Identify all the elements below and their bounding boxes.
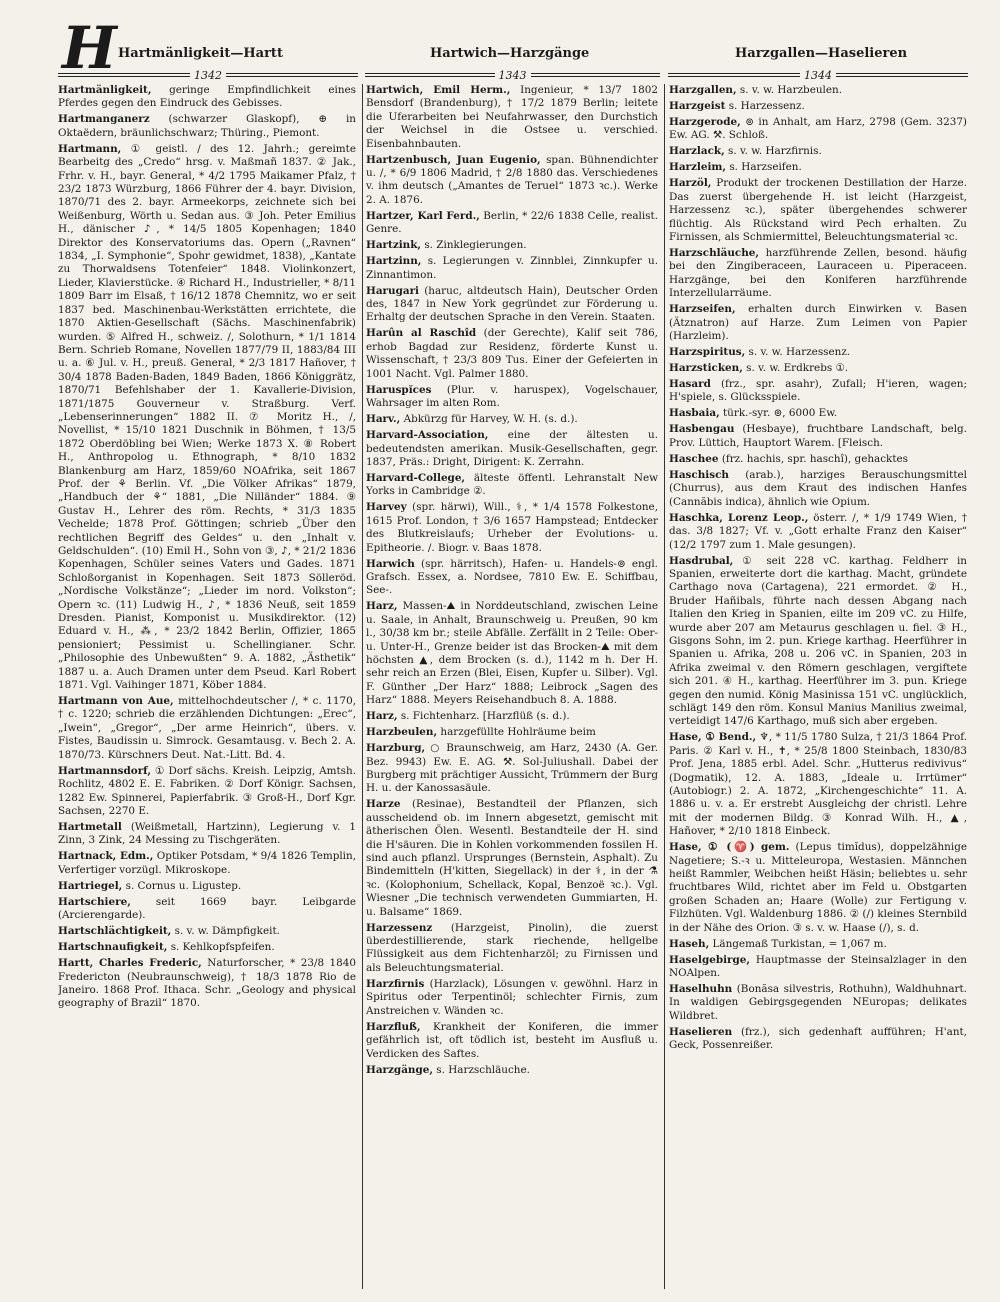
entry-body: (frz. hachis, spr. haschî), gehacktes — [718, 452, 909, 465]
dictionary-entry — [669, 423, 967, 450]
dictionary-entry — [366, 742, 658, 796]
column-divider — [664, 84, 665, 1289]
entry-headword: Hartschiere, — [58, 895, 131, 908]
dictionary-entry — [669, 938, 967, 951]
entry-headword: Harwich — [366, 557, 415, 570]
entry-headword: Harugari — [366, 284, 419, 297]
dictionary-entry — [366, 255, 658, 282]
entry-body: (Weißmetall, Hartzinn), Legierung v. 1 Zinn, 3 Zink, 24 Messing zu Tischgeräten. — [58, 820, 356, 847]
entry-headword: Harzbeulen, — [366, 726, 438, 739]
entry-headword: Hartnack, Edm., — [58, 850, 154, 863]
entry-headword: Hartmannsdorf, — [58, 764, 152, 777]
column-2-header: Hartwich—Harzgänge — [430, 46, 590, 61]
entry-body: ① Dorf sächs. Kreish. Leipzig, Amtsh. Rochlitz, 4802 E. E. Fabriken. ② Dorf Königr. Sachsen, 1282 Ew. Spinnerei, Papierfabrik. ③ Groß-H., Dorf Kgr. Sachsen, 2270 E. — [58, 764, 356, 817]
entry-body: (Resinae), Bestandteil der Pflanzen, sich ausscheidend ob. im Innern abgesetzt, gemischt mit ätherischen Ölen. Wesentl. Bestandteile der H. sind die H'säuren. Die in Kohlen vorkommenden fossilen H. sind auch pflanzl. Ursprunges (Bernstein, Asphalt). Zu Bindemitteln (H'kitten, Siegellack) in der ⚕, in der ⚗ ꝛc. (Kolophonium, Schellack, Kopal, Benzoë ꝛc.). Vgl. Wiesner „Die technisch verwendeten Gummiarten, H. u. Balsame“ 1869. — [366, 798, 658, 918]
column-1-page-number: 1342 — [194, 68, 222, 82]
entry-body: (spr. härritsch), Hafen- u. Handels-⊚ engl. Grafsch. Essex, a. Nordsee, 7810 Ew. E. Schiffbau, See-. — [366, 557, 658, 597]
entry-headword: Harvey — [366, 501, 407, 514]
entry-body: (arab.), harziges Berauschungsmittel (Churrus), aus dem Kraut des indischen Hanfes (Cannăbis indica), ähnlich wie Opium. — [669, 468, 967, 508]
entry-headword: Harzsticken, — [669, 362, 743, 375]
entry-headword: Harzleim, — [669, 161, 727, 174]
entry-headword: Harzgänge, — [366, 1063, 433, 1076]
entry-body: ○ Braunschweig, am Harz, 2430 (A. Ger. Bez. 9943) Ew. E. AG. ⚒. Sol-Juliushall. Dabei der Burgberg mit prächtiger Aussicht, Trümmern der Burg H. u. der Kanossasäule. — [366, 742, 658, 795]
dictionary-entry — [669, 954, 967, 981]
dictionary-entry — [669, 362, 967, 375]
entry-headword: Hasard — [669, 378, 711, 391]
entry-body: s. v. w. Harzessenz. — [745, 346, 851, 359]
dictionary-entry — [366, 978, 658, 1018]
dictionary-entry — [669, 303, 967, 343]
entry-headword: Haselhuhn — [669, 983, 733, 996]
entry-headword: Hasbengau — [669, 423, 735, 436]
dictionary-entry — [669, 469, 967, 509]
column-1 — [58, 84, 356, 1289]
entry-body: Naturforscher, * 23/8 1840 Fredericton (Neubraunschweig), † 18/3 1878 Rio de Janeiro. 1868 Prof. Ithaca. Schr. „Geology and physical geography of Brazil“ 1870. — [58, 957, 356, 1010]
entry-headword: Haschka, Lorenz Leop., — [669, 511, 809, 524]
entry-headword: Hase, ① Bend., — [669, 731, 757, 744]
dictionary-entry — [366, 1064, 658, 1077]
entry-body: ⊚ in Anhalt, am Harz, 2798 (Gem. 3237) Ew. AG. ⚒. Schloß. — [669, 116, 967, 142]
dictionary-entry — [669, 346, 967, 359]
entry-body: Abkürzg für Harvey, W. H. (s. d.). — [400, 413, 578, 426]
entry-body: geringe Empfindlichkeit eines Pferdes gegen den Eindruck des Gebisses. — [58, 84, 356, 110]
dictionary-entry — [58, 941, 356, 954]
entry-body: (der Gerechte), Kalif seit 786, erhob Bagdad zur Residenz, förderte Kunst u. Wissenschaft, † 23/3 809 Tus. Einer der Gefeierten in 1001 Nacht. Vgl. Palmer 1880. — [366, 327, 658, 380]
dictionary-entry — [58, 765, 356, 819]
dictionary-entry — [58, 957, 356, 1011]
column-3-page-number-row — [668, 69, 968, 81]
rule-left — [668, 73, 800, 77]
entry-body: s. Fichtenharz. [Harzflüß (s. d.). — [397, 710, 570, 723]
entry-headword: Haselieren — [669, 1025, 733, 1038]
entry-body: (Plur. v. haruspex), Vogelschauer, Wahrsager im alten Rom. — [366, 383, 658, 410]
column-3 — [669, 84, 967, 1289]
dictionary-entry — [366, 413, 658, 426]
dictionary-entry — [669, 145, 967, 158]
entry-headword: Harv., — [366, 413, 401, 426]
entry-body: (haruc, altdeutsch Hain), Deutscher Orden des, 1847 in New York gegründet zur Förderung u. Erhaltg der deutschen Sprache in den Verein. Staaten. — [366, 284, 658, 324]
entry-headword: Harz, — [366, 710, 398, 723]
dictionary-entry — [366, 429, 658, 469]
entry-headword: Hase, ① (♈) gem. — [669, 841, 790, 854]
dictionary-entry — [366, 1021, 658, 1061]
entry-headword: Hartzinn, — [366, 255, 422, 268]
dictionary-entry — [669, 407, 967, 420]
dictionary-entry — [366, 239, 658, 252]
entry-headword: Harzfirnis — [366, 977, 425, 990]
entry-body: Krankheit der Koniferen, die immer gefährlich ist, oft tödlich ist, besteht im Ausfluß u. Verdicken des Saftes. — [366, 1020, 658, 1060]
dictionary-entry — [366, 384, 658, 411]
entry-body: harzführende Zellen, besond. häufig bei den Zingiberaceen, Lauraceen u. Piperaceen. Harzgänge, bei den Koniferen harzführende Interzellularräume. — [669, 247, 967, 300]
entry-headword: Hartschlächtigkeit, — [58, 925, 172, 938]
dictionary-entry — [366, 327, 658, 381]
entry-headword: Hartmann von Aue, — [58, 695, 174, 708]
entry-headword: Haruspĭces — [366, 383, 432, 396]
entry-headword: Hartwich, Emil Herm., — [366, 84, 511, 96]
rule-left — [365, 73, 495, 77]
entry-headword: Harvard-College, — [366, 471, 466, 484]
dictionary-entry — [669, 731, 967, 838]
dictionary-entry — [58, 896, 356, 923]
dictionary-entry — [669, 177, 967, 244]
entry-headword: Haseh, — [669, 937, 710, 950]
dictionary-entry — [669, 84, 967, 97]
entry-body: Optiker Potsdam, * 9/4 1826 Templin, Verfertiger vorzügl. Mikroskope. — [58, 850, 356, 876]
section-letter: H — [62, 14, 117, 82]
dictionary-entry — [366, 558, 658, 598]
dictionary-entry — [58, 821, 356, 848]
entry-headword: Harzfluß, — [366, 1020, 421, 1033]
column-divider — [362, 84, 363, 1289]
dictionary-entry — [58, 113, 356, 140]
dictionary-entry — [58, 143, 356, 693]
column-3-header: Harzgallen—Haselieren — [735, 46, 908, 61]
dictionary-entry — [366, 710, 658, 723]
entry-body: Produkt der trockenen Destillation der Harze. Das zuerst übergehende H. ist leicht (Harzgeist, Harzessenz ꝛc.), später übergehendes schwerer flüchtig. Als Rückstand wird Pech erhalten. Zu Firnissen, als Schmiermittel, Beleuchtungsmaterial ꝛc. — [669, 177, 967, 244]
column-2-page-number-row — [365, 69, 660, 81]
entry-headword: Harzgeist — [669, 100, 726, 112]
entry-headword: Harzöl, — [669, 177, 712, 190]
dictionary-entry — [669, 100, 967, 113]
entry-headword: Harz, — [366, 600, 398, 613]
dictionary-entry — [366, 726, 658, 739]
dictionary-entry — [366, 154, 658, 208]
dictionary-entry — [58, 880, 356, 893]
column-3-page-number: 1344 — [804, 68, 832, 82]
entry-body: ① geistl. / des 12. Jahrh.; gereimte Bearbeitg des „Credo“ hrsg. v. Maßmañ 1837. ② Jak., Frhr. v. H., bayr. General, * 4/2 1795 Maikamer Pfalz, † 23/2 1873 Würzburg, 1866 Führer der 4. bayr. Division, 1870/71 des 2. bayr. Armeekorps, zeichnete sich bei Weißenburg, Wörth u. Sedan aus. ③ Joh. Peter Emilius H., dänischer ♪, * 14/5 1805 Kopenhagen; 1840 Direktor des Konservatoriums das. Opern („Ravnen“ 1834, „I. Symphonie“, Spohr gewidmet, 1838), „Kantate zu Thorwaldsens Totenfeier“ 1848. Violinkonzert, Lieder, Klavierstücke. ④ Richard H., Industrieller, * 8/11 1809 Barr im Elsaß, † 16/12 1878 Chemnitz, wo er seit 1837 bed. Maschinenbau-Werkstätten errichtete, die 1870 Aktien-Gesellschaft (Sächs. Maschinenfabrik) wurden. ⑤ Alfred H., schweiz. /, Solothurn, * 1/1 1814 Bern. Schrieb Romane, Novellen 1877/79 II, 1883/84 III u. a. ⑥ Jul. v. H., preuß. General, * 2/3 1817 Hañover, † 30/4 1878 Baden-Baden, 1849 Baden, 1866 Königgrätz, 1870/71 Befehlshaber der 1. Kavallerie-Division, 1871/1875 Gouverneur v. Straßburg. Verf. „Lebenserinnerungen“ 1882 II. ⑦ Moritz H., /, Novellist, * 15/10 1821 Duschnik in Böhmen, † 13/5 1872 Oberdöbling bei Wien; Werke 1873 X. ⑧ Robert H., Anthropolog u. Ethnograph, * 8/10 1832 Blankenburg am Harz, 1859/60 NOAfrika, seit 1867 Prof. der ⚘ Berlin. Vf. „Die Völker Afrikas“ 1879, „Handbuch der ⚘“ 1881, „Die Nilländer“ 1884. ⑨ Gustav H., Lehrer des röm. Rechts, * 31/3 1835 Vechelde; 1878 Prof. Göttingen; schrieb „Über den rechtlichen Begriff des Geldes“ u. den „Inhalt v. Geldschulden“. (10) Emil H., Sohn von ③, ♪, * 21/2 1836 Kopenhagen, Schüler seines Vaters und Gades. 1871 Schloßorganist in Kopenhagen. Seit 1873 Sölleröd. „Nordische Volkstänze“; „Lieder im nord. Volkston“; Opern ꝛc. (11) Ludwig H., ♪, * 1836 Neuß, seit 1859 Dresden. Pianist, Komponist u. Musikdirektor. (12) Eduard v. H., ⁂, * 23/2 1842 Berlin, Offizier, 1865 pensioniert; Pessimist u. Schellingianer. Schr. „Philosophie des Unbewußten“ 9. A. 1882, „Ästhetik“ 1887 u. a. Auch Dramen unter dem Pseud. Karl Robert 1871. Vgl. Vaihinger 1871, Köber 1884. — [58, 142, 356, 692]
entry-headword: Haselgebirge, — [669, 953, 751, 966]
entry-body: mittelhochdeutscher /, * c. 1170, † c. 1220; schrieb die erzählenden Dichtungen: „Erec“, „Iwein“, „Gregor“, „Der arme Heinrich“, übers. v. Fistes, Baudissin u. Simrock. Gesamtausg. v. Bech 2. A. 1870/73. Kürschners Deut. Nat.-Litt. Bd. 4. — [58, 695, 356, 761]
dictionary-entry — [669, 378, 967, 405]
entry-headword: Hartzer, Karl Ferd., — [366, 209, 480, 222]
rule-right — [226, 73, 358, 77]
entry-headword: Haschisch — [669, 468, 729, 481]
entry-body: s. Harzseifen. — [726, 161, 802, 174]
dictionary-entry — [669, 983, 967, 1023]
entry-body: älteste öffentl. Lehranstalt New Yorks in Cambridge ②. — [366, 471, 658, 498]
entry-headword: Harzgerode, — [669, 116, 741, 128]
entry-headword: Harzlack, — [669, 145, 725, 158]
entry-body: (frz.), sich gedenhaft aufführen; H'ant, Geck, Possenreißer. — [669, 1025, 967, 1052]
dictionary-entry — [366, 84, 658, 151]
entry-body: türk.-syr. ⊚, 6000 Ew. — [719, 407, 838, 420]
entry-headword: Hartmänligkeit, — [58, 84, 152, 96]
entry-headword: Hasbaia, — [669, 407, 720, 420]
entry-body: s. Harzessenz. — [725, 100, 805, 112]
entry-body: s. Harzschläuche. — [432, 1063, 530, 1076]
column-2 — [366, 84, 658, 1289]
dictionary-entry — [58, 850, 356, 877]
entry-headword: Harzessenz — [366, 921, 433, 934]
entry-headword: Harûn al Raschîd — [366, 327, 477, 340]
entry-body: (Harzlack), Lösungen v. gewöhnl. Harz in Spiritus oder Terpentinöl; schlechter Firnis, zum Anstreichen v. Wänden ꝛc. — [366, 977, 658, 1017]
entry-headword: Harze — [366, 798, 401, 811]
dictionary-entry — [58, 925, 356, 938]
dictionary-entry — [366, 210, 658, 237]
entry-headword: Hartt, Charles Frederic, — [58, 957, 202, 970]
entry-headword: Harzseifen, — [669, 303, 736, 316]
entry-body: Massen-⛰ in Norddeutschland, zwischen Leine u. Saale, in Anhalt, Braunschweig u. Preußen, 90 km l., 30/38 km br.; steile Abfälle. Zerfällt in 2 Teile: Ober- u. Unter-H., Grenze beider ist das Brocken-⛰ mit dem höchsten ▲, dem Brocken (s. d.), 1142 m h. Der H. sehr reich an Erzen (Blei, Eisen, Kupfer u. Silber). Vgl. F. Günther „Der Harz“ 1888; Leibrock „Sagen des Harz“ 1888. Meyers Reisehandbuch 8. A. 1888. — [366, 600, 658, 707]
dictionary-entry — [58, 84, 356, 111]
entry-body: s. v. w. Dämpfigkeit. — [171, 925, 280, 938]
dictionary-entry — [366, 922, 658, 976]
entry-body: (spr. härwi), Will., ⚕, * 1/4 1578 Folkestone, 1615 Prof. London, † 3/6 1657 Hampstead; Entdecker des Blutkreislaufs; Urheber der Evolutions- u. Epitheorie. /. Biogr. v. Baas 1878. — [366, 501, 658, 554]
dictionary-entry — [669, 555, 967, 729]
entry-body: Ingenieur, * 13/7 1802 Bensdorf (Brandenburg), † 17/2 1879 Berlin; leitete die Uferarbeiten bei Neufahrwasser, den Durchstich der Weichsel in die Ostsee u. verschied. Eisenbahnbauten. — [366, 84, 658, 150]
entry-body: österr. /, * 1/9 1749 Wien, † das. 3/8 1827; Vf. v. „Gott erhalte Franz den Kaiser“ (12/2 1797 zum 1. Male gesungen). — [669, 511, 967, 551]
entry-body: s. Zinklegierungen. — [421, 239, 527, 252]
column-1-page-number-row — [58, 69, 358, 81]
entry-body: (frz., spr. asahr), Zufall; H'ieren, wagen; H'spiele, s. Glücksspiele. — [669, 378, 967, 404]
rule-left — [58, 73, 190, 77]
column-2-page-number: 1343 — [498, 68, 527, 82]
entry-headword: Hartmanganerz — [58, 113, 150, 126]
entry-body: s. Legierungen v. Zinnblei, Zinnkupfer u. Zinnantimon. — [366, 255, 658, 281]
entry-body: ♆, * 11/5 1780 Sulza, † 21/3 1864 Prof. Paris. ② Karl v. H., ✝, * 25/8 1800 Steinbach, 1830/83 Prof. Jena, 1885 erbl. Adel. Schr. „Hutterus redivivus“ (Dogmatik), 12. A. 1883, „Ideale u. Irrtümer“ (Autobiogr.) 2. A. 1872, „Kirchengeschichte“ 11. A. 1886 u. v. a. Er erstrebt Ausgleichg der christl. Lehre mit der modernen Bildg. ③ Konrad Wilh. H., ▲, Hañover, * 2/10 1818 Einbeck. — [669, 731, 967, 838]
entry-headword: Hasdrubal, — [669, 554, 734, 567]
rule-right — [531, 73, 661, 77]
entry-body: s. Cornus u. Ligustер. — [122, 879, 242, 892]
entry-headword: Hartzink, — [366, 239, 422, 252]
dictionary-entry — [669, 1026, 967, 1053]
rule-right — [836, 73, 968, 77]
entry-body: (Bonăsa silvestris, Rothuhn), Waldhuhnart. In waldigen Gebirgsgegenden NEuropas; delikates Wildbret. — [669, 983, 967, 1022]
dictionary-entry — [366, 501, 658, 555]
entry-body: (Lepus timĭdus), doppelzähnige Nagetiere; S.-ꝛ u. Mitteleuropa, Westasien. Männchen heißt Rammler, Weibchen heißt Häsin; beliebtes u. sehr fruchtbares Wild, richtet aber im Feld u. Obstgarten großen Schaden an; Haare (Wolle) zur Fertigung v. Filzhüten. Vgl. Waldenburg 1886. ② (/) kleines Sternbild in der Nähe des Orion. ③ s. v. w. Haase (/), s. d. — [669, 841, 967, 934]
entry-body: s. v. w. Harzfirnis. — [724, 145, 822, 158]
dictionary-entry — [366, 600, 658, 707]
entry-body: Längemaß Turkistan, = 1,067 m. — [709, 937, 887, 950]
entry-body: seit 1669 bayr. Leibgarde (Arcierengarde). — [58, 895, 356, 922]
dictionary-entry — [669, 841, 967, 935]
dictionary-entry — [366, 285, 658, 325]
dictionary-entry — [366, 798, 658, 919]
dictionary-entry — [669, 161, 967, 174]
entry-body: s. v. w. Erdkrebs ①. — [742, 362, 849, 375]
entry-body: s. v. w. Harzbeulen. — [736, 84, 843, 96]
entry-headword: Harzburg, — [366, 742, 426, 755]
entry-body: ① seit 228 vC. karthag. Feldherr in Spanien, erweiterte dort die karthag. Macht, gründete Carthago nova (Cartagena), 221 ermordet. ② H., Bruder Hañibals, führte nach dessen Abgang nach Italien den Krieg in Spanien, eilte im 209 vC. zu Hilfe, wurde aber 207 am Metaurus geschlagen u. fiel. ③ H., Gisgons Sohn, im 2. pun. Kriege karthag. Heerführer in Spanien u. Afrika, 208 u. 206 vC. in Spanien, 203 in Afrika zweimal v. den Römern geschlagen, vergiftete sich 201. ④ H., karthag. Heerführer im 3. pun. Kriege gegen den numid. König Masinissa 151 vC. unglücklich, schlägt 149 den röm. Konsul Manius Manilius zweimal, verteidigt 147/6 Karthago, muß sich aber ergeben. — [669, 554, 967, 728]
entry-headword: Hartzenbusch, Juan Eugenio, — [366, 153, 541, 166]
entry-body: (Hesbaye), fruchtbare Landschaft, belg. Prov. Lüttich, Hauptort Warem. [Fleisch. — [669, 423, 967, 449]
entry-body: Berlin, * 22/6 1838 Celle, realist. Genre. — [366, 209, 658, 236]
entry-body: (Harzgeist, Pinolin), die zuerst überdestillierende, stark riechende, hellgelbe Flüssigkeit aus dem Fichtenharzöl; zu Firnissen und als Beleuchtungsmaterial. — [366, 921, 658, 974]
entry-headword: Hartriegel, — [58, 879, 123, 892]
entry-headword: Hartmetall — [58, 820, 122, 833]
entry-headword: Harzgallen, — [669, 84, 737, 96]
entry-body: Hauptmasse der Steinsalzlager in den NOAlpen. — [669, 953, 967, 980]
entry-headword: Harvard-Association, — [366, 429, 489, 442]
entry-headword: Harzschläuche, — [669, 247, 759, 260]
entry-body: harzgefüllte Hohlräume beim — [437, 726, 596, 739]
entry-headword: Hartschnaufigkeit, — [58, 941, 168, 954]
dictionary-entry — [58, 695, 356, 762]
entry-body: span. Bühnendichter u. /, * 6/9 1806 Madrid, † 2/8 1880 das. Verschiedenes v. ihm deutsch („Amantes de Teruel“ 1873 ꝛc.). Werke 2. A. 1876. — [366, 153, 658, 206]
entry-headword: Harzspiritus, — [669, 346, 746, 359]
column-1-header: Hartmänligkeit—Hartt — [118, 46, 283, 61]
dictionary-entry — [669, 512, 967, 552]
dictionary-entry — [669, 116, 967, 143]
entry-body: (schwarzer Glaskopf), ⊕ in Oktaëdern, bräunlichschwarz; Thüring., Piemont. — [58, 113, 356, 139]
dictionary-entry — [366, 472, 658, 499]
entry-body: eine der ältesten u. bedeutendsten amerikan. Musik-Gesellschaften, gegr. 1837, Präs.: Dright, Dirigent: K. Zerrahn. — [366, 429, 658, 468]
entry-body: erhalten durch Einwirken v. Basen (Ätznatron) auf Harze. Zum Leimen von Papier (Harzleim). — [669, 303, 967, 343]
entry-body: s. Kehlkopfspfeifen. — [167, 941, 275, 954]
dictionary-entry — [669, 453, 967, 466]
entry-headword: Haschee — [669, 452, 719, 465]
entry-headword: Hartmann, — [58, 142, 122, 155]
dictionary-entry — [669, 247, 967, 301]
